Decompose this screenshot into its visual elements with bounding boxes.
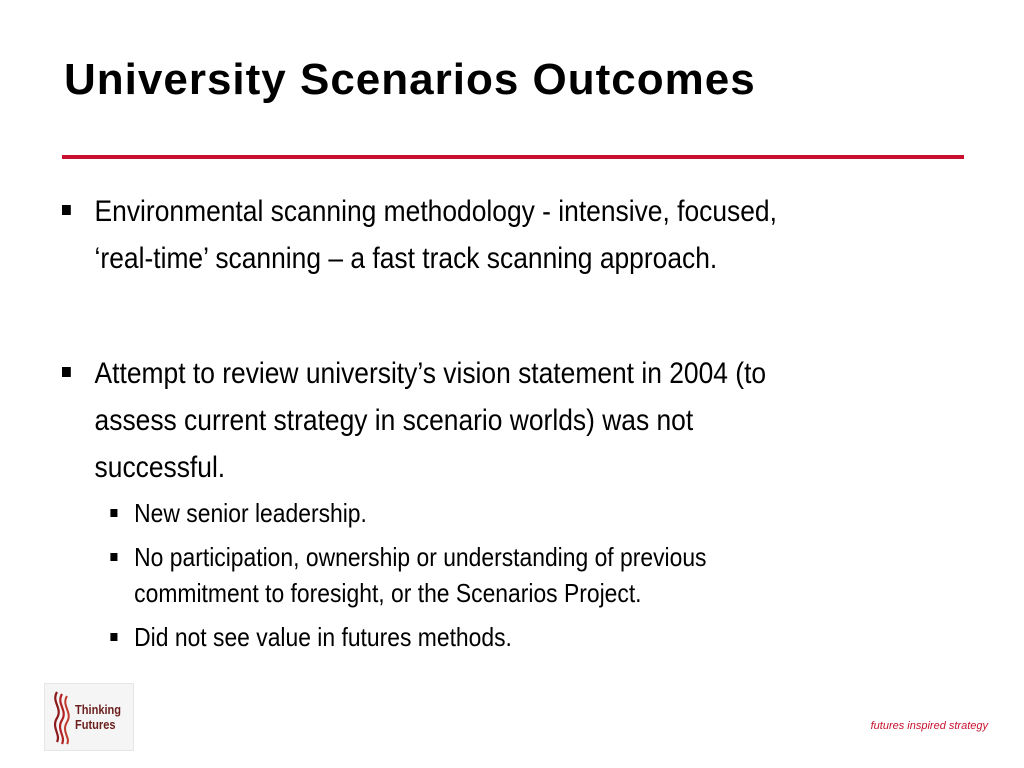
square-bullet-icon (62, 367, 71, 377)
bullet-line: Environmental scanning methodology - intensive, focused, (94, 195, 777, 228)
sub-bullet-line: Did not see value in futures methods. (134, 622, 512, 652)
square-bullet-icon (62, 205, 71, 215)
square-bullet-icon (110, 633, 117, 641)
footer-tagline: futures inspired strategy (870, 720, 988, 732)
sub-bullet-item (62, 619, 1014, 655)
bullet-line: assess current strategy in scenario worlds) was not (94, 404, 694, 437)
square-bullet-icon (110, 553, 117, 561)
bullet-line: successful. (94, 451, 226, 484)
sub-bullet-line: No participation, ownership or understanding of previous (134, 542, 707, 572)
title-divider (62, 155, 964, 159)
logo-wordmark (75, 702, 121, 732)
flame-swirl-icon (49, 688, 75, 746)
sub-bullet-item (62, 495, 1014, 531)
bullet-line: Attempt to review university’s vision statement in 2004 (to (94, 357, 767, 390)
sub-bullet-item (62, 539, 1014, 611)
square-bullet-icon (110, 509, 117, 517)
bullet-line: ‘real-time’ scanning – a fast track scanning approach. (94, 242, 718, 275)
sub-bullet-line: New senior leadership. (134, 498, 367, 528)
bullet-item (62, 350, 975, 491)
bullet-item (62, 188, 975, 282)
thinking-futures-logo (44, 683, 134, 751)
sub-bullet-list (62, 495, 962, 655)
logo-line: Futures (75, 717, 116, 732)
bullet-list (62, 188, 962, 663)
slide-title: University Scenarios Outcomes (64, 55, 756, 104)
logo-line: Thinking (75, 702, 122, 717)
sub-bullet-line: commitment to foresight, or the Scenarios Project. (134, 578, 642, 608)
